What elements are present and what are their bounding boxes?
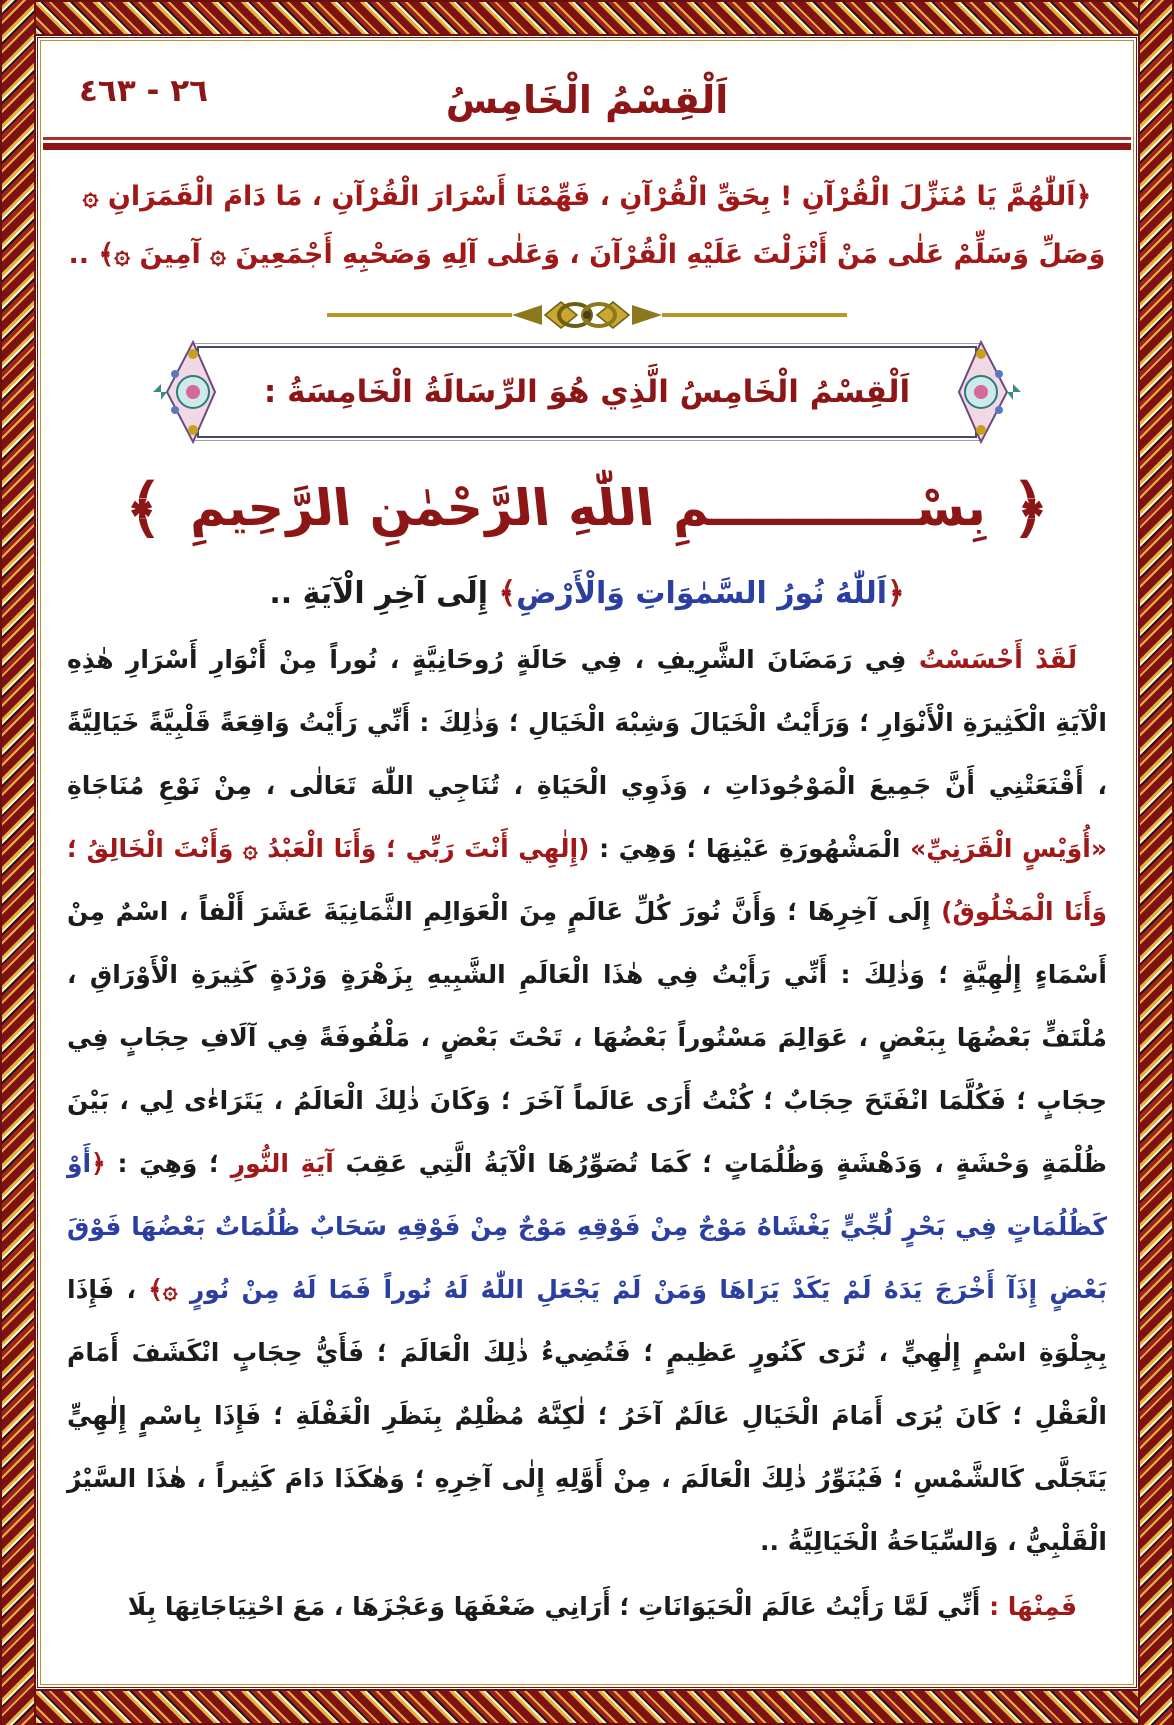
divider-ornament: [41, 298, 1133, 332]
divider-ornament-icon: [317, 298, 857, 332]
section-box-frame: [197, 346, 977, 438]
page-title: اَلْقِسْمُ الْخَامِسُ: [445, 78, 729, 122]
page-number: ٢٦ - ٤٦٣: [79, 73, 209, 109]
floral-ornament-left-icon: [153, 338, 217, 446]
ornamental-border-bottom: [0, 1689, 1174, 1725]
ornate-bracket-left-icon: ﴾: [124, 471, 163, 546]
ornamental-border-top: [0, 0, 1174, 36]
prayer-line: ﴿اَللّٰهُمَّ يَا مُنَزِّلَ الْقُرْآنِ ! بِحَقِّ الْقُرْآنِ ، فَهِّمْنَا أَسْرَارَ الْقُرْآنِ ، مَا دَامَ الْقَمَرَانِ ۞: [82, 181, 1092, 212]
section-title-box: [197, 346, 977, 438]
bismillah-text: بِسْــــــــــــمِ اللّٰهِ الرَّحْمٰنِ الرَّحِيمِ: [185, 479, 989, 537]
verse-heading: ﴿اَللّٰهُ نُورُ السَّمٰوَاتِ وَالْأَرْضِ﴾ إِلَى آخِرِ الْآيَةِ ..: [269, 576, 905, 611]
page-content: [40, 40, 1134, 1685]
header-rule: [43, 137, 1131, 150]
ornate-bracket-right-icon: ﴿: [1011, 471, 1050, 546]
body-text: [67, 628, 1107, 1638]
page-header: [41, 67, 1133, 133]
prayer-line: وَصَلِّ وَسَلِّمْ عَلٰى مَنْ أَنْزَلْتَ عَلَيْهِ الْقُرْآنَ ، وَعَلٰى آلِهِ وَصَحْبِهِ أَجْمَعِينَ ۞ آمِينَ ۞﴾ ..: [68, 239, 1106, 270]
body-paragraph: فَمِنْهَا : أَنِّي لَمَّا رَأَيْتُ عَالَمَ الْحَيَوَانَاتِ ؛ أَرَانِي ضَعْفَهَا وَعَجْزَهَا ، مَعَ احْتِيَاجَاتِهَا بِلَا: [127, 1592, 1077, 1621]
body-paragraph: لَقَدْ أَحْسَسْتُ فِي رَمَضَانَ الشَّرِيفِ ، فِي حَالَةٍ رُوحَانِيَّةٍ ، نُوراً مِنْ أَنْوَارِ أَسْرَارِ هٰذِهِ الْآيَةِ الْكَثِيرَةِ الْأَنْوَارِ ؛ وَرَأَيْتُ الْخَيَالَ وَشِبْهَ الْخَيَالِ ؛ وَذٰلِكَ : أَنِّي رَأَيْتُ وَاقِعَةً قَلْبِيَّةً خَيَالِيَّةً ، أَقْنَعَتْنِي أَنَّ جَمِيعَ الْمَوْجُودَاتِ ، وَذَوِي الْحَيَاةِ ، تُنَاجِي اللّٰهَ تَعَالٰى ، مِنْ نَوْعِ مُنَاجَاةِ «أُوَيْسٍ الْقَرَنِيِّ» الْمَشْهُورَةِ عَيْنِهَا ؛ وَهِيَ : (إِلٰهِي أَنْتَ رَبِّي ؛ وَأَنَا الْعَبْدُ ۞ وَأَنْتَ الْخَالِقُ ؛ وَأَنَا الْمَخْلُوقُ) إِلَى آخِرِهَا ؛ وَأَنَّ نُورَ كُلِّ عَالَمٍ مِنَ الْعَوَالِمِ الثَّمَانِيَةَ عَشَرَ أَلْفاً ، اسْمٌ مِنْ أَسْمَاءٍ إِلٰهِيَّةٍ ؛ وَذٰلِكَ : أَنِّي رَأَيْتُ فِي هٰذَا الْعَالَمِ الشَّبِيهِ بِزَهْرَةٍ وَرْدَةٍ كَثِيرَةِ الْأَوْرَاقِ ، مُلْتَفٍّ بَعْضُهَا بِبَعْضٍ ، عَوَالِمَ مَسْتُوراً بَعْضُهَا ، تَحْتَ بَعْضٍ ، مَلْفُوفَةً فِي آلَافِ حِجَابٍ فِي حِجَابٍ ؛ فَكُلَّمَا انْفَتَحَ حِجَابٌ ؛ كُنْتُ أَرَى عَالَماً آخَرَ ؛ وَكَانَ ذٰلِكَ الْعَالَمُ ، يَتَرَاءٰى لِي ، بَيْنَ ظُلْمَةٍ وَحْشَةٍ ، وَدَهْشَةٍ وَظُلُمَاتٍ ؛ كَمَا تُصَوِّرُهَا الْآيَةُ الَّتِي عَقِبَ آيَةِ النُّورِ ؛ وَهِيَ : ﴿أَوْ كَظُلُمَاتٍ فِي بَحْرٍ لُجِّيٍّ يَغْشَاهُ مَوْجٌ مِنْ فَوْقِهِ مَوْجٌ مِنْ فَوْقِهِ سَحَابٌ ظُلُمَاتٌ بَعْضُهَا فَوْقَ بَعْضٍ إِذَآ أَخْرَجَ يَدَهُ لَمْ يَكَدْ يَرَاهَا وَمَنْ لَمْ يَجْعَلِ اللّٰهُ لَهُ نُوراً فَمَا لَهُ مِنْ نُورٍ ۞﴾ ، فَإِذَا بِجِلْوَةِ اسْمٍ إِلٰهِيٍّ ، تُرَى كَنُورٍ عَظِيمٍ ؛ فَتُضِيءُ ذٰلِكَ الْعَالَمَ ؛ فَأَيُّ حِجَابٍ انْكَشَفَ أَمَامَ الْعَقْلِ ؛ كَانَ يُرَى أَمَامَ الْخَيَالِ عَالَمٌ آخَرُ ؛ لٰكِنَّهُ مُظْلِمٌ بِنَظَرِ الْغَفْلَةِ ؛ فَإِذَا بِاسْمٍ إِلٰهِيٍّ يَتَجَلَّى كَالشَّمْسِ ؛ فَيُنَوِّرُ ذٰلِكَ الْعَالَمَ ، مِنْ أَوَّلِهِ إِلٰى آخِرِهِ ؛ وَهٰكَذَا دَامَ كَثِيراً ، هٰذَا السَّيْرُ الْقَلْبِيُّ ، وَالسِّيَاحَةُ الْخَيَالِيَّةُ ..: [67, 645, 1108, 1556]
section-title: اَلْقِسْمُ الْخَامِسُ الَّذِي هُوَ الرِّسَالَةُ الْخَامِسَةُ :: [263, 374, 911, 410]
ornamental-border-right: [1138, 0, 1174, 1725]
bismillah-calligraphy: [41, 452, 1133, 564]
opening-prayer: [41, 168, 1133, 284]
ornamental-border-left: [0, 0, 36, 1725]
floral-ornament-right-icon: [957, 338, 1021, 446]
